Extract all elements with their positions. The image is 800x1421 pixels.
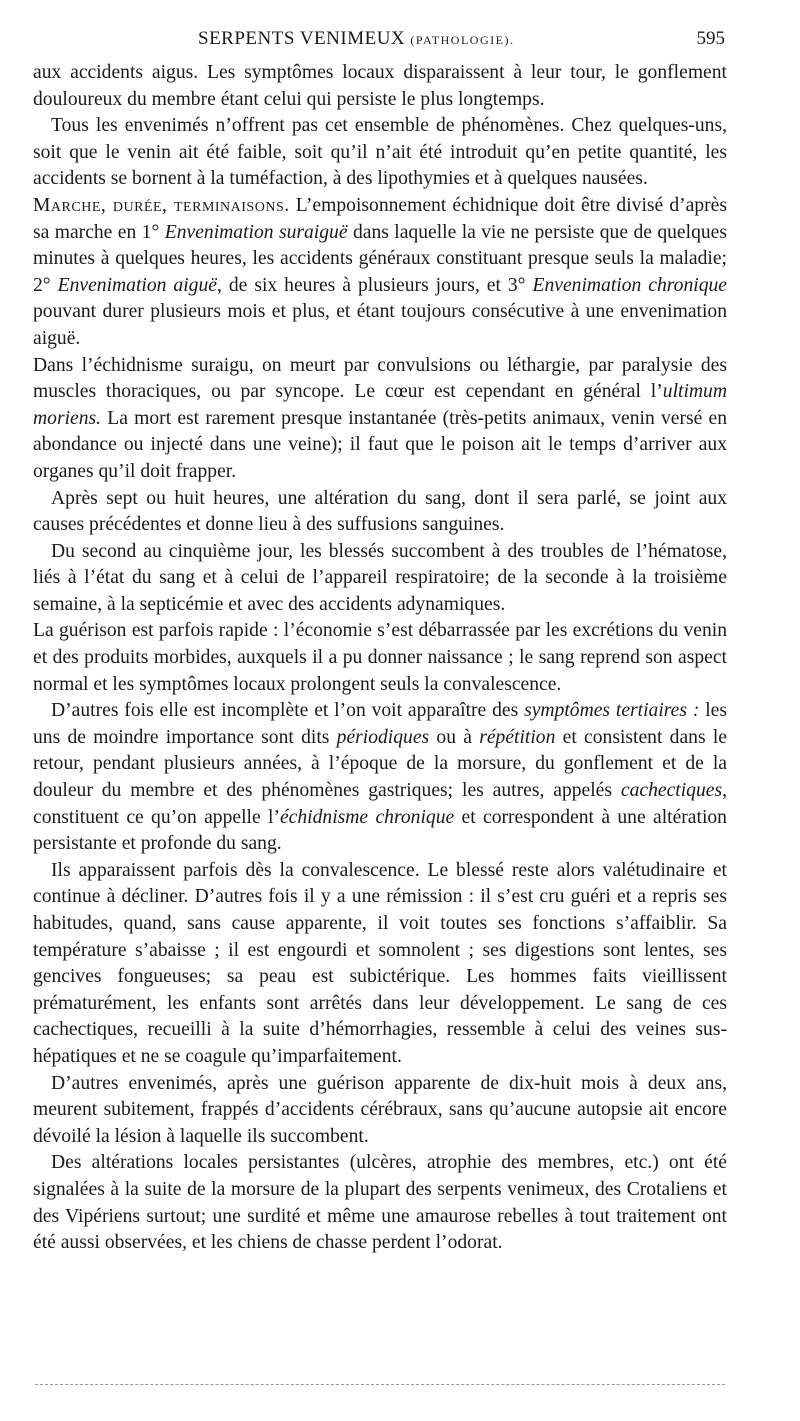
italic-term: répétition [479, 726, 556, 748]
text-run: ou à [429, 726, 480, 748]
text-run: , de six heures à plusieurs jours, et 3° [216, 274, 533, 296]
italic-term: échidnisme chronique [279, 806, 455, 828]
paragraph-8 [33, 698, 727, 858]
text-run: D’autres fois elle est incomplète et l’on voit apparaître des [51, 700, 525, 722]
running-title-main: SERPENTS VENIMEUX [198, 28, 406, 49]
section-heading: Marche, durée, terminaisons. [33, 194, 290, 216]
paragraph-10: D’autres envenimés, après une guérison apparente de dix-huit mois à deux ans, meurent subitement, frappés d’accidents cérébraux, sans qu’aucune autopsie ait encore dévoilé la lésion à laquelle ils succombent. [33, 1072, 727, 1147]
text-run: La mort est rarement presque instantanée (très-petits animaux, venin versé en abondance ou injecté dans une veine); il faut que le poison ait le temps d’arriver aux organes qu’il doit frapper. [33, 407, 727, 482]
paragraph-2: Tous les envenimés n’offrent pas cet ensemble de phénomènes. Chez quelques-uns, soit que le venin ait été faible, soit qu’il n’ait été introduit qu’en petite quantité, les accidents se bornent à la tuméfaction, à des lipothymies et à quelques nausées. [33, 115, 727, 190]
body-text [33, 60, 727, 1257]
text-run: et consistent dans le retour, pendant plusieurs années, à l’époque de la morsure, du gonflement et de la douleur du membre et des phénomènes gastriques; les autres, appelés [33, 726, 727, 802]
italic-term: symptômes tertiaires : [524, 700, 700, 722]
italic-term: Envenimation suraiguë [164, 221, 348, 243]
footer-rule [35, 1384, 725, 1385]
paragraph-3 [33, 193, 727, 353]
italic-term: ultimum moriens. [33, 381, 727, 429]
text-run: L’empoisonnement échidnique doit être divisé d’après sa marche en 1° [33, 194, 727, 243]
italic-term: Envenimation chronique [532, 274, 728, 296]
running-header [33, 24, 725, 54]
text-run: dans laquelle la vie ne persiste que de quelques minutes à quelques heures, les accidents généraux constituant presque seuls la maladie; 2° [33, 221, 727, 296]
text-run: , constituent ce qu’on appelle l’ [33, 780, 727, 828]
running-title [198, 28, 514, 50]
text-run: pouvant durer plusieurs mois et plus, et étant toujours consécutive à une envenimation aiguë. [33, 301, 727, 349]
italic-term: Envenimation aiguë [57, 274, 217, 296]
italic-term: cachectiques [620, 780, 723, 802]
paragraph-4 [33, 353, 727, 486]
text-run: les uns de moindre importance sont dits [33, 700, 728, 748]
paragraph-9: Ils apparaissent parfois dès la convalescence. Le blessé reste alors valétudinaire et continue à décliner. D’autres fois il y a une rémission : il s’est cru guéri et a repris ses habitudes, quand, sans cause apparente, il voit toutes ses fonctions s’affaiblir. Sa température s’abaisse ; il est engourdi et somnolent ; ses digestions sont lentes, ses gencives fongueuses; sa peau est subictérique. Les hommes faits vieillissent prématurément, les enfants sont arrêtés dans leur développement. Le sang de ces cachectiques, recueilli à la suite d’hémorrhagies, ressemble à celui des veines sus-hépatiques et ne se coagule qu’imparfaitement. [33, 859, 727, 1067]
italic-term: périodiques [336, 726, 430, 748]
text-run: et correspondent à une altération persistante et profonde du sang. [33, 806, 727, 855]
page-number: 595 [696, 28, 725, 49]
paragraph-11: Des altérations locales persistantes (ulcères, atrophie des membres, etc.) ont été signalées à la suite de la morsure de la plupart des serpents venimeux, des Crotaliens et des Vipériens surtout; une surdité et même une amaurose rebelles à tout traitement ont été aussi observées, et les chiens de chasse perdent l’odorat. [33, 1152, 727, 1254]
running-title-section: (PATHOLOGIE). [410, 33, 515, 47]
text-run: Dans l’échidnisme suraigu, on meurt par convulsions ou léthargie, par paralysie des muscles thoraciques, ou par syncope. Le cœur est cependant en général l’ [33, 354, 727, 403]
paragraph-5: Après sept ou huit heures, une altération du sang, dont il sera parlé, se joint aux causes précédentes et donne lieu à des suffusions sanguines. [33, 487, 727, 536]
paragraph-1: aux accidents aigus. Les symptômes locaux disparaissent à leur tour, le gonflement douloureux du membre étant celui qui persiste le plus longtemps. [33, 62, 727, 110]
paragraph-6: Du second au cinquième jour, les blessés succombent à des troubles de l’hématose, liés à l’état du sang et à celui de l’appareil respiratoire; de la seconde à la troisième semaine, à la septicémie et avec des accidents adynamiques. [33, 540, 727, 615]
paragraph-7: La guérison est parfois rapide : l’économie s’est débarrassée par les excrétions du venin et des produits morbides, auxquels il a pu donner naissance ; le sang reprend son aspect normal et les symptômes locaux prolongent seuls la convalescence. [33, 620, 727, 695]
